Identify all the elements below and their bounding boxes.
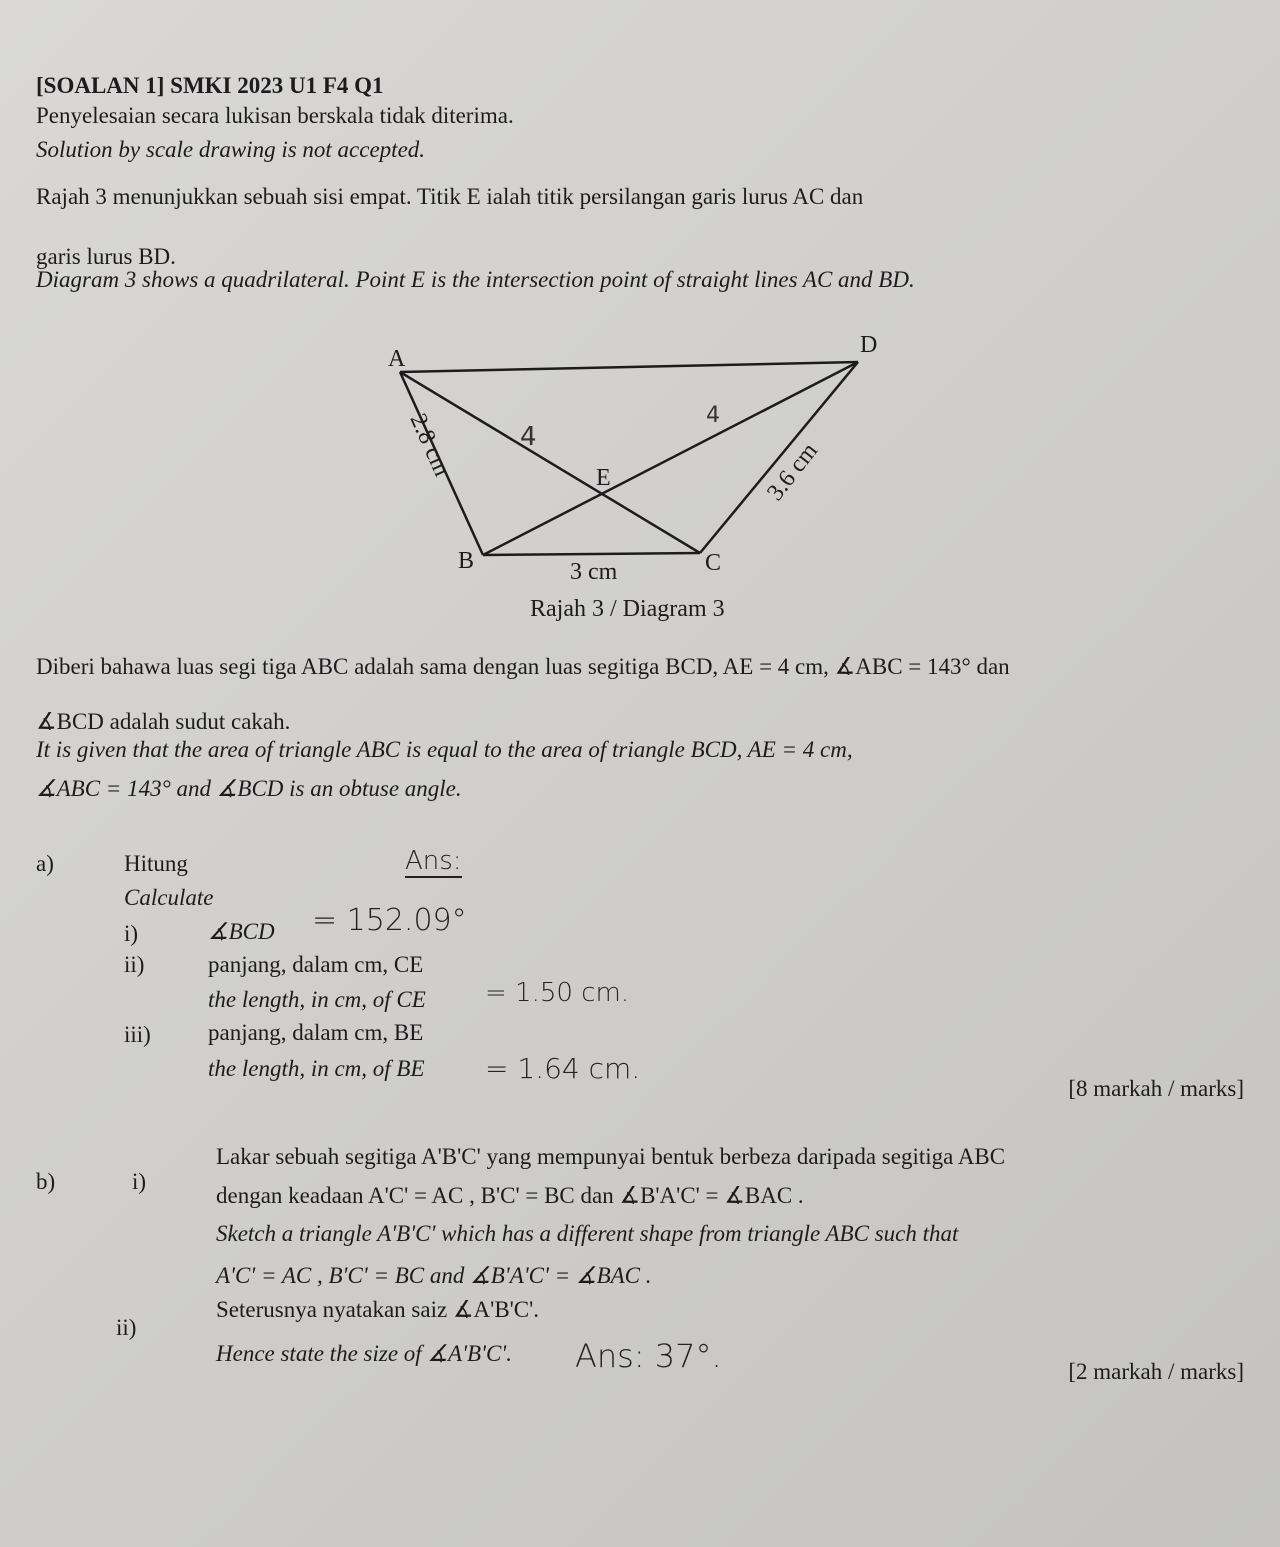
part-a-malay: Hitung — [124, 851, 188, 876]
given-english-2: ∡ABC = 143° and ∡BCD is an obtuse angle. — [36, 776, 462, 801]
item-ii-english: the length, in cm, of CE — [208, 987, 426, 1012]
given-malay-2: ∡BCD adalah sudut cakah. — [36, 709, 291, 734]
note-english: Solution by scale drawing is not accepted. — [36, 137, 426, 162]
note-malay: Penyelesaian secara lukisan berskala tidak diterima. — [36, 103, 514, 128]
question-title: [SOALAN 1] SMKI 2023 U1 F4 Q1 — [36, 73, 384, 98]
point-E: E — [596, 465, 611, 491]
item-i-answer: = 152.09° — [312, 903, 467, 938]
item-ii-num: ii) — [124, 952, 145, 977]
part-b-i-malay-2: dengan keadaan A'C' = AC , B'C' = BC dan ∡B'A'C' = ∡BAC . — [216, 1183, 804, 1208]
item-iii-answer: = 1.64 cm. — [485, 1052, 641, 1085]
line-CD — [700, 362, 858, 553]
item-i-text: ∡BCD — [208, 919, 275, 944]
part-b-i-english-1: Sketch a triangle A'B'C' which has a different shape from triangle ABC such that — [216, 1221, 959, 1246]
part-b-i-num: i) — [132, 1169, 147, 1194]
part-a-marks: [8 markah / marks] — [1068, 1076, 1244, 1101]
part-b-i-malay-1: Lakar sebuah segitiga A'B'C' yang mempunyai bentuk berbeza daripada segitiga ABC — [216, 1144, 1006, 1169]
given-english-1: It is given that the area of triangle ABC is equal to the area of triangle BCD, AE = 4 cm, — [36, 737, 853, 762]
part-b-ii-malay: Seterusnya nyatakan saiz ∡A'B'C'. — [216, 1297, 540, 1322]
item-iii-num: iii) — [124, 1022, 151, 1047]
item-i-num: i) — [124, 921, 139, 946]
diagram-caption: Rajah 3 / Diagram 3 — [530, 596, 725, 622]
line-AD — [400, 362, 858, 372]
item-ii-answer: = 1.50 cm. — [485, 978, 630, 1008]
part-b-ii-num: ii) — [116, 1315, 137, 1340]
given-malay-1: Diberi bahawa luas segi tiga ABC adalah sama dengan luas segitiga BCD, AE = 4 cm, ∡ABC = 143° dan — [36, 654, 1010, 679]
point-B: B — [458, 548, 475, 574]
length-AB: 2.8 cm — [404, 409, 455, 481]
length-BC: 3 cm — [570, 559, 618, 585]
intro-malay-1: Rajah 3 menunjukkan sebuah sisi empat. Titik E ialah titik persilangan garis lurus AC dan — [36, 184, 864, 209]
length-CD: 3.6 cm — [762, 438, 823, 506]
part-b-answer: Ans: 37°. — [575, 1337, 722, 1375]
part-a-ans-label: Ans: — [405, 846, 462, 876]
point-D: D — [860, 332, 878, 358]
handwritten-ED: 4 — [706, 403, 720, 428]
line-BC — [483, 553, 700, 555]
part-b-label: b) — [36, 1169, 56, 1194]
handwritten-AE: 4 — [520, 422, 537, 452]
part-a-english: Calculate — [124, 885, 214, 910]
intro-english: Diagram 3 shows a quadrilateral. Point E is the intersection point of straight lines AC and BD. — [36, 267, 915, 292]
part-b-ii-english: Hence state the size of ∡A'B'C'. — [216, 1341, 512, 1366]
part-b-marks: [2 markah / marks] — [1068, 1359, 1244, 1384]
intro-malay-2: garis lurus BD. — [36, 244, 176, 269]
part-a-label: a) — [36, 851, 54, 876]
point-A: A — [388, 346, 406, 372]
item-iii-english: the length, in cm, of BE — [208, 1056, 425, 1081]
item-ii-malay: panjang, dalam cm, CE — [208, 952, 424, 977]
part-b-i-english-2: A'C' = AC , B'C' = BC and ∡B'A'C' = ∡BAC . — [216, 1263, 652, 1288]
item-iii-malay: panjang, dalam cm, BE — [208, 1020, 424, 1045]
point-C: C — [705, 550, 722, 576]
